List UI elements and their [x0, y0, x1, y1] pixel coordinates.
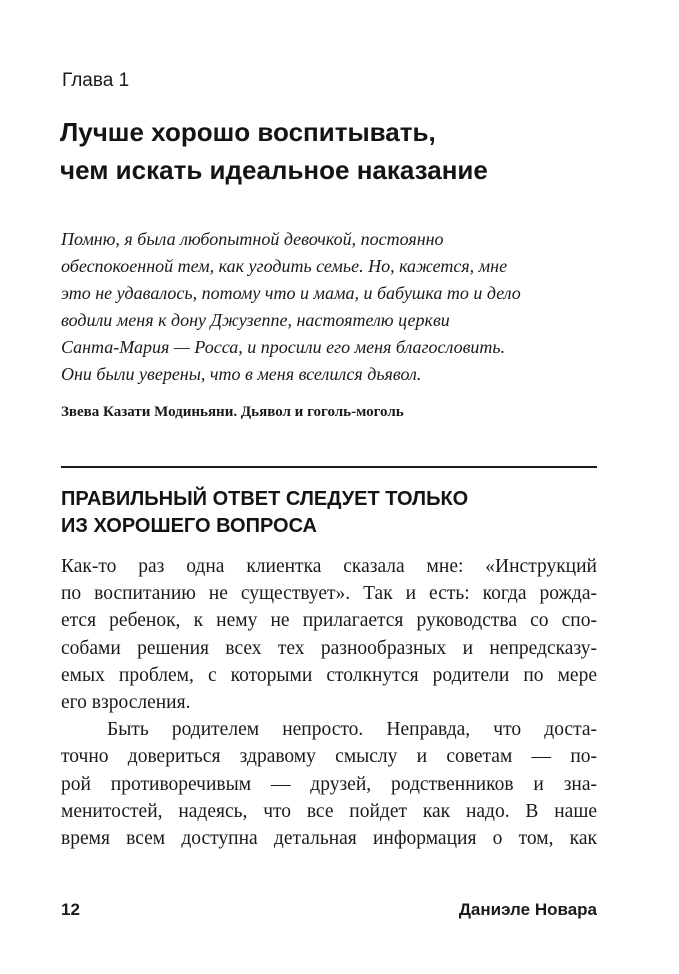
body-line: его взросления.	[61, 692, 191, 714]
epigraph-line: Помню, я была любопытной девочкой, постоянно	[61, 229, 444, 249]
body-line: время всем доступна детальная информация о том, как	[61, 828, 597, 850]
body-line: рой противоречивым — друзей, родственников и зна-	[61, 773, 597, 795]
epigraph-line: обеспокоенной тем, как угодить семье. Но, кажется, мне	[61, 256, 508, 276]
epigraph-source: Звева Казати Модиньяни. Дьявол и гоголь-моголь	[61, 404, 404, 420]
chapter-title-line: Лучше хорошо воспитывать,	[60, 117, 436, 147]
body-line: собами решения всех тех разнообразных и непредсказу-	[61, 637, 597, 659]
body-line: емых проблем, с которыми столкнутся родители по мере	[61, 664, 597, 686]
chapter-title-line: чем искать идеальное наказание	[60, 155, 488, 185]
page-number: 12	[61, 900, 80, 919]
body-text	[61, 553, 597, 852]
body-line: по воспитанию не существует». Так и есть: когда рожда-	[61, 583, 597, 605]
body-line: точно довериться здравому смыслу и советам — по-	[61, 746, 597, 768]
chapter-label: Глава 1	[62, 70, 130, 91]
epigraph-line: Санта-Мария — Росса, и просили его меня благословить.	[61, 337, 506, 357]
epigraph-line: Они были уверены, что в меня вселился дьявол.	[61, 364, 422, 384]
section-heading	[61, 486, 468, 540]
body-line: ется ребенок, к нему не прилагается руководства со спо-	[61, 610, 597, 632]
running-footer-author: Даниэле Новара	[458, 900, 597, 919]
epigraph	[61, 226, 606, 388]
section-divider	[61, 466, 597, 468]
chapter-title	[60, 113, 620, 189]
body-line: Как-то раз одна клиентка сказала мне: «Инструкций	[61, 556, 597, 577]
body-line: менитостей, надеясь, что все пойдет как надо. В наше	[61, 800, 597, 822]
epigraph-line: это не удавалось, потому что и мама, и бабушка то и дело	[61, 283, 521, 303]
section-heading-line: ИЗ ХОРОШЕГО ВОПРОСА	[61, 515, 317, 537]
epigraph-line: водили меня к дону Джузеппе, настоятелю церкви	[61, 310, 450, 330]
body-line: Быть родителем непросто. Неправда, что доста-	[107, 719, 597, 741]
section-heading-line: ПРАВИЛЬНЫЙ ОТВЕТ СЛЕДУЕТ ТОЛЬКО	[61, 488, 469, 510]
